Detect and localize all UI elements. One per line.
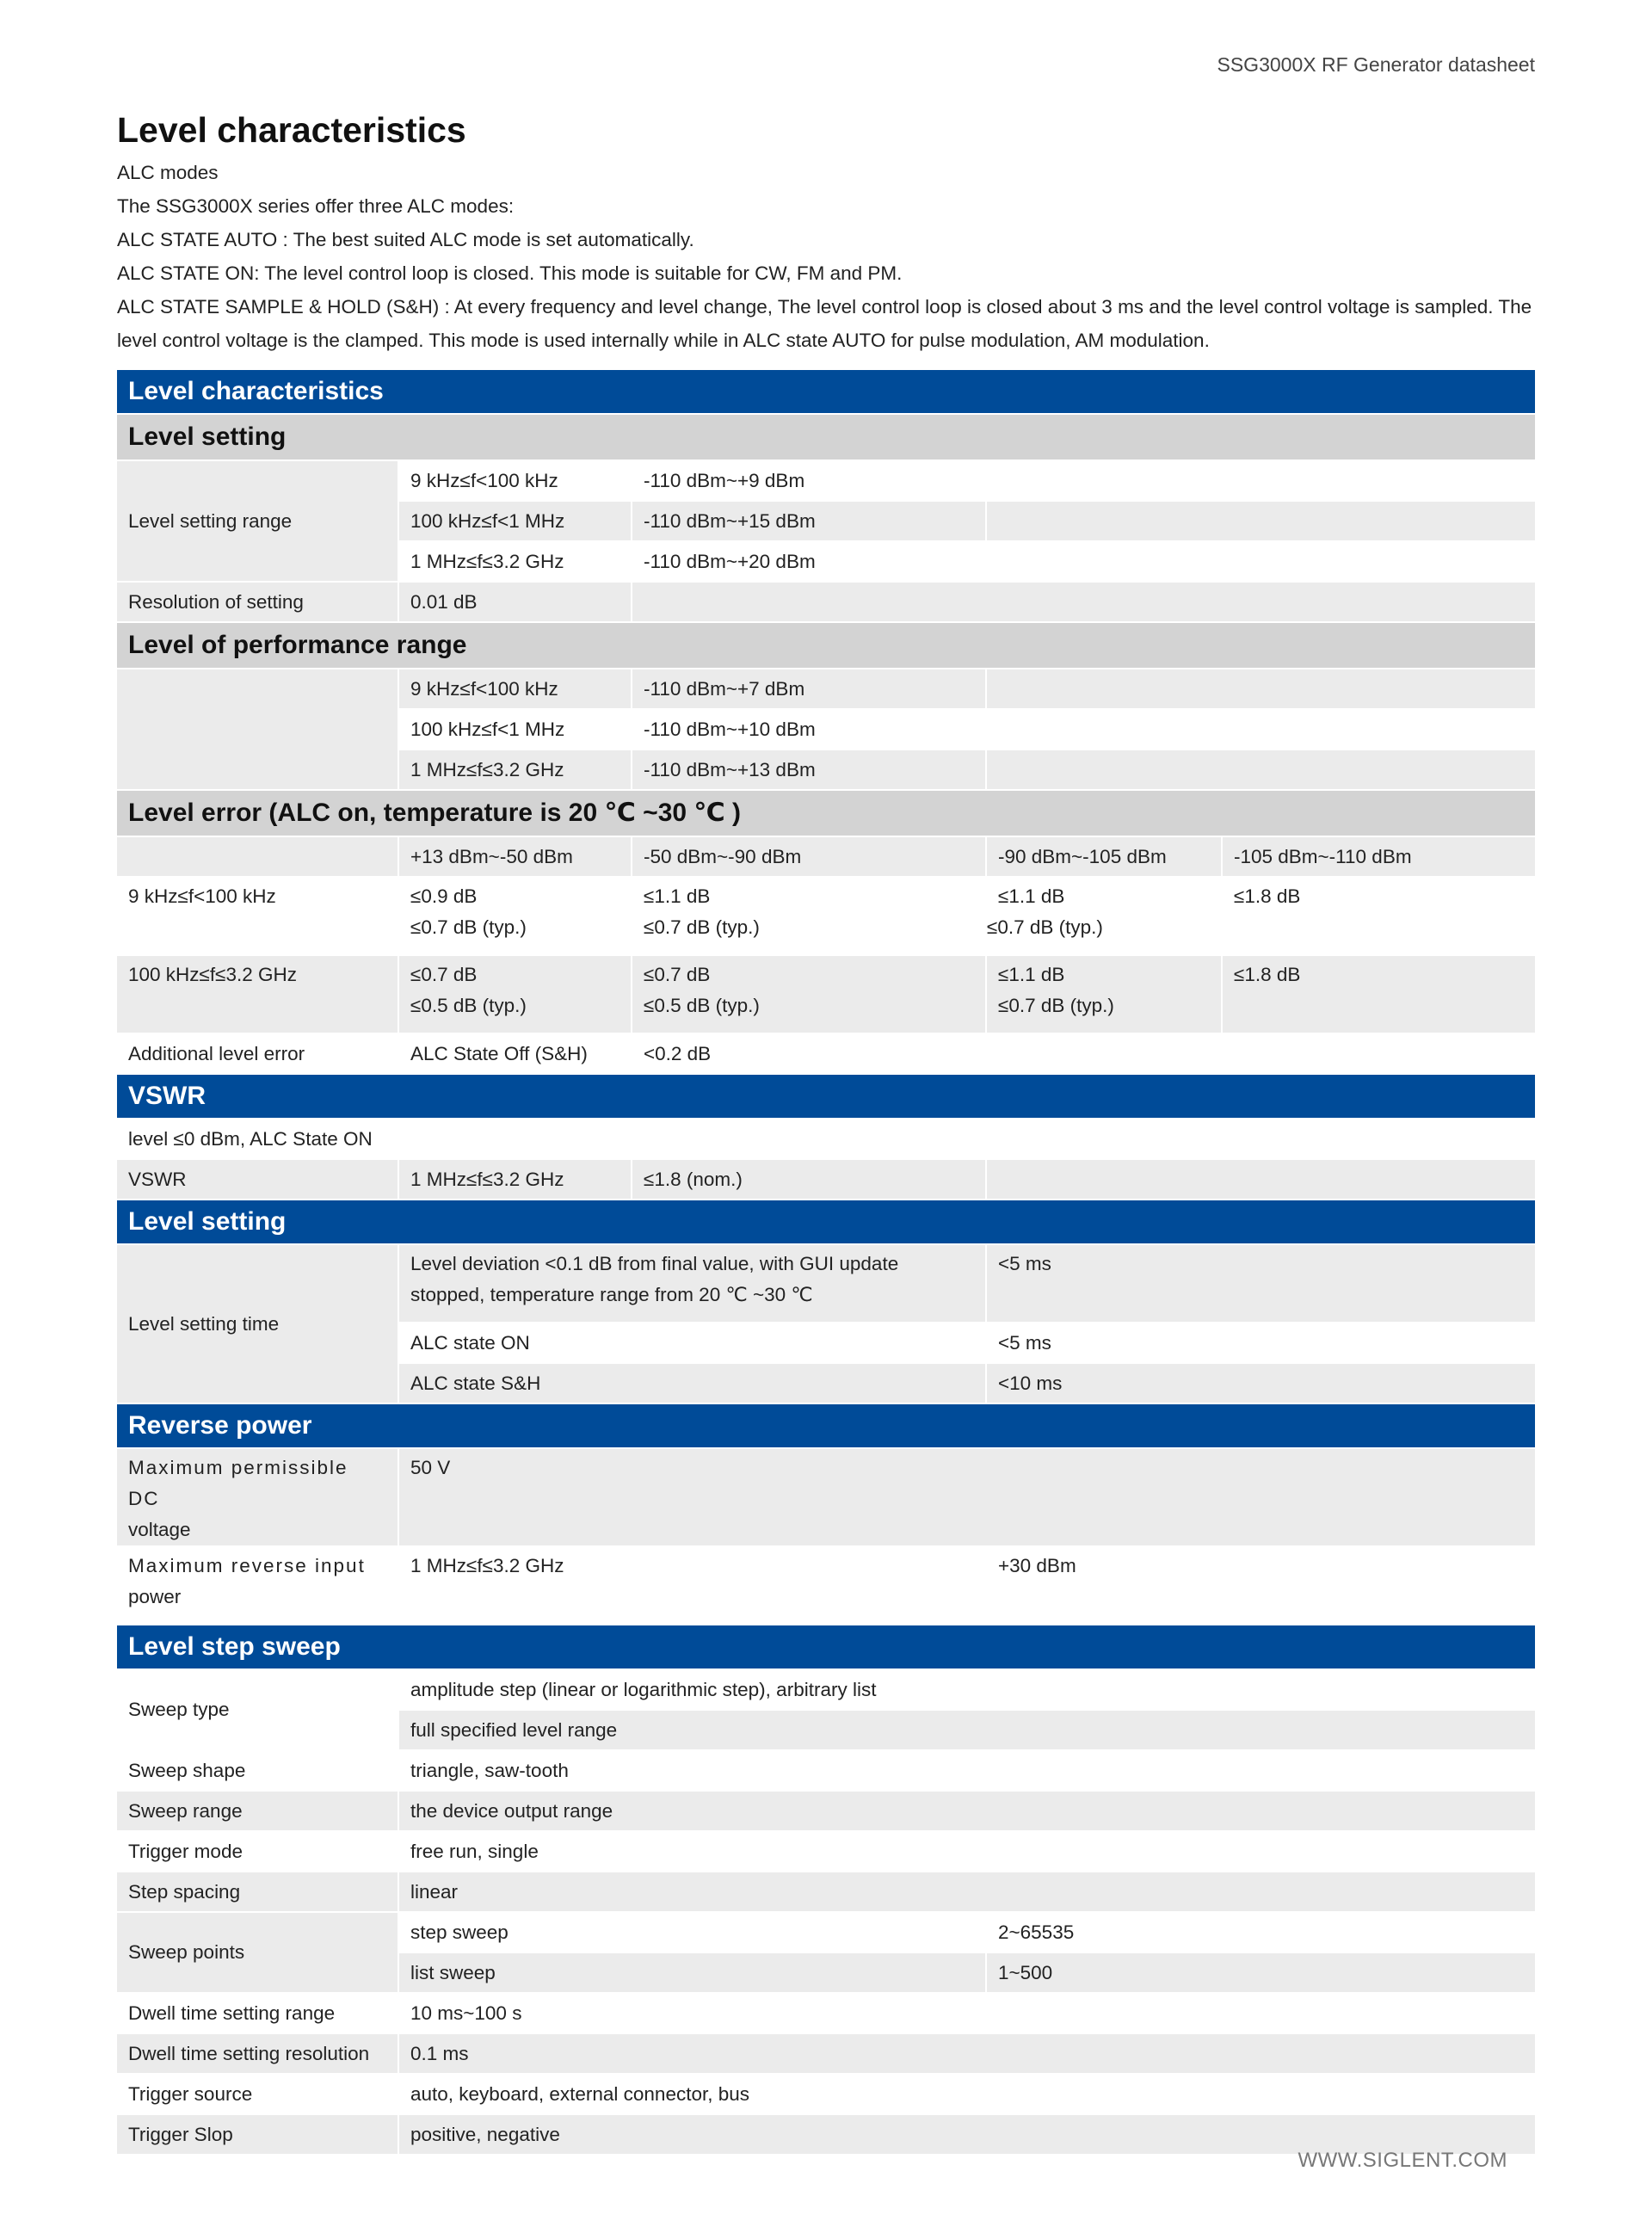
intro-line: ALC STATE SAMPLE & HOLD (S&H) : At every frequency and level change, The level control loop is closed about 3 ms and the level control voltage is sampled. The level control voltage is the clamped. This mode is used internally while in ALC state AUTO for pulse modulation, AM modulation. xyxy=(117,296,1532,351)
subsection-header-level-error xyxy=(117,790,1536,836)
table-cell: ≤1.8 dB xyxy=(1222,877,1536,955)
row-label: Level setting time xyxy=(117,1244,398,1403)
column-header: -90 dBm~-105 dBm xyxy=(986,836,1222,877)
table-cell xyxy=(986,501,1536,541)
subsection-title: Level error (ALC on, temperature is 20 ℃ ~30 ℃ ) xyxy=(117,790,1536,836)
row-label: Dwell time setting resolution xyxy=(117,2033,398,2074)
table-cell: +30 dBm xyxy=(986,1546,1536,1625)
table-row xyxy=(117,2074,1536,2114)
row-label: Additional level error xyxy=(117,1033,398,1074)
row-label: Trigger mode xyxy=(117,1831,398,1872)
column-header: -50 dBm~-90 dBm xyxy=(632,836,986,877)
table-cell: <5 ms xyxy=(986,1244,1536,1323)
table-cell: the device output range xyxy=(398,1791,1536,1831)
row-label: Trigger Slop xyxy=(117,2114,398,2155)
table-cell: 1 MHz≤f≤3.2 GHz xyxy=(398,1159,632,1200)
section-title: Level step sweep xyxy=(117,1625,1536,1669)
row-label: Sweep type xyxy=(117,1669,398,1750)
row-label: Sweep range xyxy=(117,1791,398,1831)
table-cell: amplitude step (linear or logarithmic step), arbitrary list xyxy=(398,1669,1536,1710)
row-label: Maximum reverse input power xyxy=(117,1546,398,1625)
table-cell: 1 MHz≤f≤3.2 GHz xyxy=(398,1546,986,1625)
row-label: Dwell time setting range xyxy=(117,1993,398,2033)
table-cell: <5 ms xyxy=(986,1323,1536,1363)
table-row xyxy=(117,1750,1536,1791)
table-cell xyxy=(986,669,1536,709)
row-label: 9 kHz≤f<100 kHz xyxy=(117,877,398,955)
table-cell: auto, keyboard, external connector, bus xyxy=(398,2074,1536,2114)
table-row xyxy=(117,1669,1536,1710)
row-label: Maximum permissible DC voltage xyxy=(117,1448,398,1546)
table-cell: ≤1.1 dB ≤0.7 dB (typ.) xyxy=(632,877,986,955)
section-header-level-step-sweep xyxy=(117,1625,1536,1669)
table-cell xyxy=(632,582,1536,622)
table-cell: ≤1.8 dB xyxy=(1222,955,1536,1033)
table-row xyxy=(117,1831,1536,1872)
table-row xyxy=(117,1912,1536,1952)
table-cell: <10 ms xyxy=(986,1363,1536,1403)
table-row xyxy=(117,582,1536,622)
section-header-level-setting xyxy=(117,1200,1536,1244)
table-row xyxy=(117,877,1536,955)
table-row xyxy=(117,955,1536,1033)
section-title: Level characteristics xyxy=(117,370,1536,414)
table-cell: 50 V xyxy=(398,1448,1536,1546)
table-cell: -110 dBm~+7 dBm xyxy=(632,669,986,709)
table-cell: -110 dBm~+20 dBm xyxy=(632,541,986,582)
row-label: Sweep shape xyxy=(117,1750,398,1791)
table-cell: step sweep xyxy=(398,1912,986,1952)
table-cell: -110 dBm~+9 dBm xyxy=(632,460,986,501)
table-row xyxy=(117,460,1536,501)
row-label: Step spacing xyxy=(117,1872,398,1912)
column-header: +13 dBm~-50 dBm xyxy=(398,836,632,877)
section-title: VSWR xyxy=(117,1074,1536,1119)
table-row xyxy=(117,1244,1536,1323)
table-cell: 10 ms~100 s xyxy=(398,1993,1536,2033)
table-cell: linear xyxy=(398,1872,1536,1912)
table-cell: <0.2 dB xyxy=(632,1033,986,1074)
row-label: Resolution of setting xyxy=(117,582,398,622)
table-cell: 2~65535 xyxy=(986,1912,1536,1952)
table-cell: 9 kHz≤f<100 kHz xyxy=(398,669,632,709)
table-cell: ≤1.1 dB ≤0.7 dB (typ.) xyxy=(986,877,1222,955)
table-header-row xyxy=(117,836,1536,877)
table-cell: ALC State Off (S&H) xyxy=(398,1033,632,1074)
table-cell: ALC state ON xyxy=(398,1323,986,1363)
page-title: Level characteristics xyxy=(117,110,466,150)
table-cell: ≤0.9 dB ≤0.7 dB (typ.) xyxy=(398,877,632,955)
table-cell xyxy=(986,541,1536,582)
row-label: Trigger source xyxy=(117,2074,398,2114)
table-cell: 9 kHz≤f<100 kHz xyxy=(398,460,632,501)
table-cell: 1~500 xyxy=(986,1952,1536,1993)
row-label: Sweep points xyxy=(117,1912,398,1993)
footer-url: WWW.SIGLENT.COM xyxy=(1298,2149,1507,2172)
table-row xyxy=(117,1993,1536,2033)
table-cell: 0.01 dB xyxy=(398,582,632,622)
section-header-reverse-power xyxy=(117,1403,1536,1448)
table-cell: -110 dBm~+13 dBm xyxy=(632,749,986,790)
table-row xyxy=(117,669,1536,709)
table-row xyxy=(117,2033,1536,2074)
subsection-title: Level setting xyxy=(117,414,1536,460)
table-cell: 0.1 ms xyxy=(398,2033,1536,2074)
table-cell: Level deviation <0.1 dB from final value, with GUI update stopped, temperature range from 20 ℃ ~30 ℃ xyxy=(398,1244,986,1323)
row-label: Level setting range xyxy=(117,460,398,582)
section-title: Reverse power xyxy=(117,1403,1536,1448)
intro-line: ALC STATE ON: The level control loop is closed. This mode is suitable for CW, FM and PM. xyxy=(117,262,903,284)
table-row xyxy=(117,1033,1536,1074)
intro-line: ALC STATE AUTO : The best suited ALC mode is set automatically. xyxy=(117,229,694,250)
table-cell: positive, negative xyxy=(398,2114,1536,2155)
document-header-title: SSG3000X RF Generator datasheet xyxy=(1217,53,1535,76)
table-cell xyxy=(986,460,1536,501)
intro-line: The SSG3000X series offer three ALC modes: xyxy=(117,195,515,217)
spec-table xyxy=(117,370,1537,2156)
subsection-header-performance-range xyxy=(117,622,1536,669)
table-row xyxy=(117,1159,1536,1200)
table-cell: free run, single xyxy=(398,1831,1536,1872)
table-cell xyxy=(986,1159,1536,1200)
section-header-level-characteristics xyxy=(117,370,1536,414)
column-header xyxy=(117,836,398,877)
table-cell: 1 MHz≤f≤3.2 GHz xyxy=(398,541,632,582)
table-cell xyxy=(986,749,1536,790)
row-label xyxy=(117,669,398,790)
table-cell: -110 dBm~+15 dBm xyxy=(632,501,986,541)
table-cell: 1 MHz≤f≤3.2 GHz xyxy=(398,749,632,790)
table-row xyxy=(117,1546,1536,1625)
table-cell: -110 dBm~+10 dBm xyxy=(632,709,986,749)
row-label: VSWR xyxy=(117,1159,398,1200)
table-cell: ≤1.8 (nom.) xyxy=(632,1159,986,1200)
table-cell xyxy=(986,709,1536,749)
table-cell: ALC state S&H xyxy=(398,1363,986,1403)
table-cell: ≤0.7 dB ≤0.5 dB (typ.) xyxy=(632,955,986,1033)
intro-text xyxy=(117,156,1537,357)
section-title: Level setting xyxy=(117,1200,1536,1244)
condition-note: level ≤0 dBm, ALC State ON xyxy=(117,1119,1536,1159)
table-row xyxy=(117,1791,1536,1831)
table-row xyxy=(117,1119,1536,1159)
table-cell: 100 kHz≤f<1 MHz xyxy=(398,709,632,749)
row-label: 100 kHz≤f≤3.2 GHz xyxy=(117,955,398,1033)
table-cell: 100 kHz≤f<1 MHz xyxy=(398,501,632,541)
table-cell xyxy=(986,1033,1536,1074)
table-cell: full specified level range xyxy=(398,1710,1536,1750)
table-cell: triangle, saw-tooth xyxy=(398,1750,1536,1791)
section-header-vswr xyxy=(117,1074,1536,1119)
subsection-header-level-setting xyxy=(117,414,1536,460)
subsection-title: Level of performance range xyxy=(117,622,1536,669)
table-cell: list sweep xyxy=(398,1952,986,1993)
column-header: -105 dBm~-110 dBm xyxy=(1222,836,1536,877)
table-row xyxy=(117,1448,1536,1546)
table-cell: ≤0.7 dB ≤0.5 dB (typ.) xyxy=(398,955,632,1033)
intro-line: ALC modes xyxy=(117,162,219,183)
table-cell: ≤1.1 dB ≤0.7 dB (typ.) xyxy=(986,955,1222,1033)
table-row xyxy=(117,1872,1536,1912)
